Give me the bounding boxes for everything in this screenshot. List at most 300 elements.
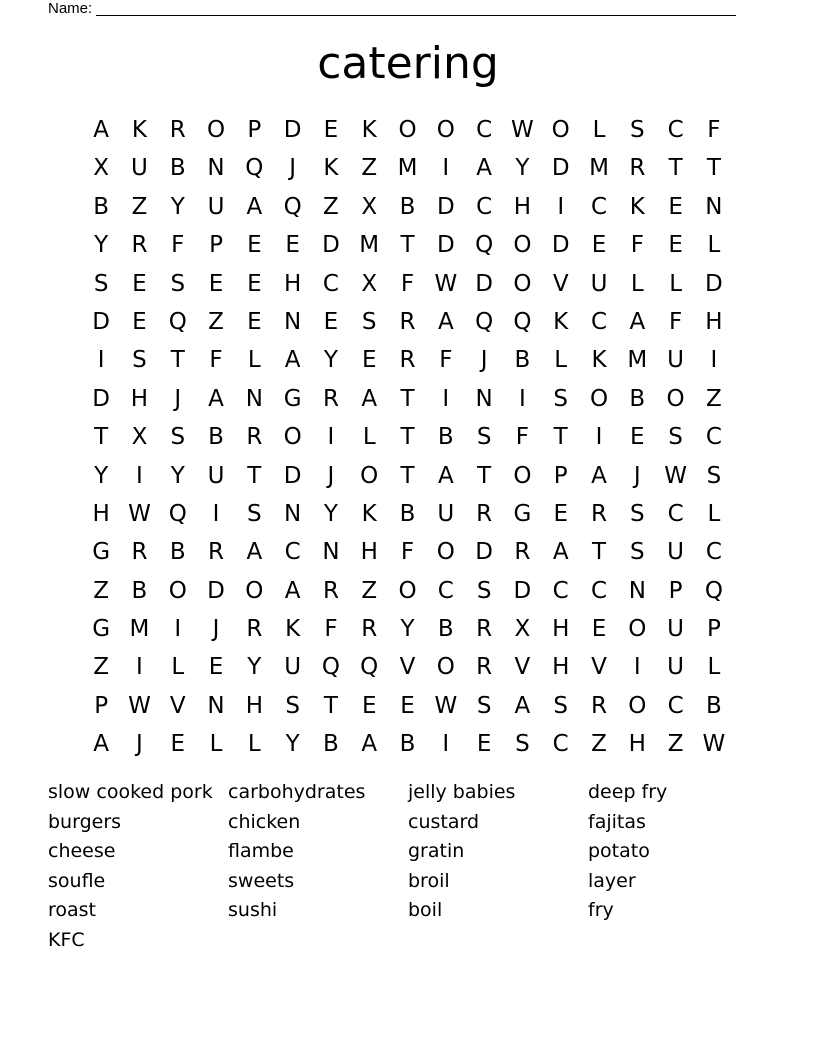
- grid-letter[interactable]: O: [398, 117, 417, 143]
- grid-letter[interactable]: H: [360, 539, 378, 566]
- grid-letter[interactable]: T: [400, 424, 415, 451]
- grid-letter[interactable]: T: [400, 385, 415, 412]
- grid-letter[interactable]: S: [170, 424, 186, 451]
- grid-letter[interactable]: S: [630, 539, 645, 566]
- grid-letter[interactable]: U: [667, 616, 685, 643]
- grid-letter[interactable]: F: [707, 117, 721, 143]
- grid-letter[interactable]: P: [553, 462, 568, 489]
- grid-letter[interactable]: O: [436, 117, 455, 143]
- grid-letter[interactable]: N: [322, 539, 340, 566]
- grid-letter[interactable]: T: [706, 155, 721, 182]
- grid-letter[interactable]: P: [668, 577, 683, 604]
- grid-letter[interactable]: L: [362, 424, 376, 451]
- grid-letter[interactable]: R: [399, 308, 416, 335]
- grid-letter[interactable]: N: [245, 385, 263, 412]
- grid-letter[interactable]: O: [436, 654, 455, 681]
- grid-letter[interactable]: U: [437, 500, 455, 527]
- grid-letter[interactable]: T: [94, 424, 109, 451]
- grid-letter[interactable]: E: [323, 308, 339, 335]
- grid-letter[interactable]: B: [629, 385, 646, 412]
- grid-letter[interactable]: E: [591, 616, 607, 643]
- grid-letter[interactable]: C: [552, 577, 569, 604]
- grid-letter[interactable]: T: [400, 232, 415, 259]
- grid-letter[interactable]: L: [209, 731, 223, 758]
- grid-letter[interactable]: I: [97, 347, 105, 374]
- grid-letter[interactable]: B: [169, 539, 186, 566]
- grid-letter[interactable]: L: [592, 117, 606, 143]
- grid-letter[interactable]: C: [705, 539, 722, 566]
- grid-letter[interactable]: W: [664, 462, 687, 489]
- grid-letter[interactable]: Z: [591, 731, 607, 758]
- grid-letter[interactable]: H: [628, 731, 646, 758]
- grid-letter[interactable]: R: [169, 117, 186, 143]
- grid-letter[interactable]: B: [93, 193, 110, 220]
- grid-letter[interactable]: O: [168, 577, 187, 604]
- grid-letter[interactable]: B: [706, 692, 722, 719]
- grid-letter[interactable]: O: [628, 616, 647, 643]
- grid-letter[interactable]: K: [323, 155, 339, 182]
- grid-letter[interactable]: M: [129, 616, 150, 643]
- grid-letter[interactable]: F: [400, 539, 415, 566]
- grid-letter[interactable]: A: [361, 731, 378, 758]
- grid-letter[interactable]: J: [327, 462, 335, 489]
- grid-letter[interactable]: D: [513, 577, 532, 604]
- grid-letter[interactable]: H: [513, 193, 532, 220]
- grid-letter[interactable]: E: [668, 232, 683, 259]
- grid-letter[interactable]: W: [434, 270, 458, 297]
- word-list-item: chicken: [228, 810, 301, 833]
- grid-letter[interactable]: Q: [513, 308, 532, 335]
- grid-letter[interactable]: R: [476, 616, 493, 643]
- grid-letter[interactable]: Y: [285, 731, 300, 758]
- grid-letter[interactable]: J: [174, 385, 182, 412]
- grid-letter[interactable]: T: [323, 692, 338, 719]
- grid-letter[interactable]: F: [439, 347, 453, 374]
- grid-letter[interactable]: U: [667, 539, 685, 566]
- grid-letter[interactable]: S: [668, 424, 683, 451]
- grid-letter[interactable]: G: [283, 385, 302, 412]
- grid-letter[interactable]: T: [668, 155, 683, 182]
- grid-letter[interactable]: N: [284, 308, 302, 335]
- grid-letter[interactable]: F: [400, 270, 415, 297]
- grid-letter[interactable]: R: [591, 692, 607, 719]
- grid-letter[interactable]: P: [247, 117, 262, 143]
- grid-letter[interactable]: S: [515, 731, 530, 758]
- grid-letter[interactable]: C: [667, 692, 684, 719]
- grid-letter[interactable]: B: [437, 616, 454, 643]
- grid-letter[interactable]: N: [705, 193, 723, 220]
- grid-letter[interactable]: A: [246, 539, 263, 566]
- grid-letter[interactable]: D: [436, 232, 455, 259]
- grid-letter[interactable]: A: [246, 193, 263, 220]
- grid-letter[interactable]: J: [136, 731, 143, 758]
- grid-letter[interactable]: Y: [247, 654, 262, 681]
- grid-letter[interactable]: B: [437, 424, 454, 451]
- grid-letter[interactable]: F: [171, 232, 185, 259]
- grid-letter[interactable]: V: [169, 692, 186, 719]
- grid-letter[interactable]: N: [207, 155, 225, 182]
- grid-letter[interactable]: V: [514, 654, 531, 681]
- grid-letter[interactable]: P: [706, 616, 721, 643]
- grid-letter[interactable]: T: [477, 462, 492, 489]
- grid-letter[interactable]: U: [207, 462, 225, 489]
- grid-letter[interactable]: X: [361, 193, 378, 220]
- grid-letter[interactable]: A: [437, 462, 454, 489]
- grid-letter[interactable]: U: [667, 654, 685, 681]
- grid-letter[interactable]: L: [707, 654, 721, 681]
- grid-letter[interactable]: F: [515, 424, 530, 451]
- grid-letter[interactable]: Z: [93, 654, 110, 681]
- grid-letter[interactable]: A: [208, 385, 224, 412]
- grid-letter[interactable]: Q: [704, 577, 723, 604]
- grid-letter[interactable]: O: [398, 577, 417, 604]
- grid-letter[interactable]: I: [633, 654, 641, 681]
- grid-letter[interactable]: R: [399, 347, 416, 374]
- grid-letter[interactable]: V: [552, 270, 569, 297]
- grid-letter[interactable]: K: [361, 117, 377, 143]
- grid-letter[interactable]: T: [247, 462, 262, 489]
- grid-letter[interactable]: O: [436, 539, 455, 566]
- grid-letter[interactable]: N: [628, 577, 646, 604]
- grid-letter[interactable]: A: [629, 308, 646, 335]
- grid-letter[interactable]: Z: [131, 193, 148, 220]
- grid-letter[interactable]: D: [283, 117, 302, 143]
- grid-letter[interactable]: E: [323, 117, 339, 143]
- grid-letter[interactable]: J: [289, 155, 297, 182]
- grid-letter[interactable]: X: [131, 424, 148, 451]
- grid-letter[interactable]: L: [669, 270, 683, 297]
- grid-letter[interactable]: K: [553, 308, 569, 335]
- grid-letter[interactable]: F: [209, 347, 223, 374]
- grid-letter[interactable]: W: [702, 731, 726, 758]
- grid-row: [82, 495, 733, 533]
- grid-letter[interactable]: F: [668, 308, 683, 335]
- grid-letter[interactable]: M: [397, 155, 418, 182]
- grid-letter[interactable]: B: [399, 500, 416, 527]
- grid-letter[interactable]: R: [131, 232, 148, 259]
- grid-letter[interactable]: D: [705, 270, 723, 297]
- grid-letter[interactable]: R: [476, 500, 493, 527]
- grid-letter[interactable]: Q: [475, 232, 494, 259]
- grid-letter[interactable]: S: [132, 347, 147, 374]
- grid-letter[interactable]: K: [629, 193, 645, 220]
- grid-letter[interactable]: O: [283, 424, 302, 451]
- grid-letter[interactable]: C: [667, 117, 684, 143]
- grid-letter[interactable]: L: [171, 654, 185, 681]
- grid-letter[interactable]: R: [322, 577, 339, 604]
- grid-letter[interactable]: H: [283, 270, 302, 297]
- grid-letter[interactable]: S: [706, 462, 722, 489]
- grid-letter[interactable]: G: [92, 539, 111, 566]
- grid-letter[interactable]: T: [170, 347, 185, 374]
- grid-letter[interactable]: E: [285, 232, 300, 259]
- grid-letter[interactable]: Z: [667, 731, 684, 758]
- grid-letter[interactable]: C: [590, 308, 608, 335]
- word-list-item: soufle: [48, 869, 106, 892]
- grid-letter[interactable]: B: [514, 347, 531, 374]
- grid-letter[interactable]: L: [630, 270, 644, 297]
- grid-letter[interactable]: I: [174, 616, 182, 643]
- grid-letter[interactable]: E: [668, 193, 683, 220]
- grid-letter[interactable]: T: [591, 539, 607, 566]
- grid-letter[interactable]: C: [590, 193, 608, 220]
- grid-letter[interactable]: I: [442, 385, 450, 412]
- grid-letter[interactable]: W: [128, 692, 151, 719]
- grid-letter[interactable]: E: [247, 308, 262, 335]
- grid-letter[interactable]: T: [400, 462, 415, 489]
- grid-letter[interactable]: E: [630, 424, 645, 451]
- grid-letter[interactable]: M: [589, 155, 609, 182]
- grid-letter[interactable]: Y: [515, 155, 530, 182]
- grid-letter[interactable]: E: [591, 232, 607, 259]
- grid-row: [82, 457, 733, 495]
- grid-letter[interactable]: A: [514, 692, 531, 719]
- grid-letter[interactable]: L: [247, 731, 261, 758]
- grid-letter[interactable]: H: [552, 654, 570, 681]
- grid-letter[interactable]: K: [285, 616, 301, 643]
- grid-letter[interactable]: X: [361, 270, 378, 297]
- grid-letter[interactable]: Y: [94, 232, 109, 259]
- grid-letter[interactable]: A: [476, 155, 492, 182]
- grid-letter[interactable]: D: [475, 539, 493, 566]
- grid-letter[interactable]: J: [480, 347, 488, 374]
- grid-letter[interactable]: L: [247, 347, 261, 374]
- grid-letter[interactable]: Y: [323, 347, 338, 374]
- grid-letter[interactable]: B: [169, 155, 186, 182]
- grid-letter[interactable]: R: [591, 500, 607, 527]
- grid-letter[interactable]: Q: [168, 500, 187, 527]
- grid-letter[interactable]: I: [136, 654, 143, 681]
- grid-letter[interactable]: Z: [706, 385, 722, 412]
- grid-letter[interactable]: J: [212, 616, 220, 643]
- grid-letter[interactable]: E: [553, 500, 568, 527]
- grid-letter[interactable]: R: [514, 539, 531, 566]
- grid-letter[interactable]: S: [170, 270, 186, 297]
- grid-letter[interactable]: S: [553, 385, 569, 412]
- grid-letter[interactable]: G: [92, 616, 111, 643]
- name-field: [48, 0, 736, 18]
- grid-letter[interactable]: A: [591, 462, 607, 489]
- grid-letter[interactable]: Q: [168, 308, 187, 335]
- grid-letter[interactable]: E: [132, 270, 147, 297]
- grid-letter[interactable]: E: [208, 654, 224, 681]
- grid-letter[interactable]: E: [476, 731, 492, 758]
- grid-letter[interactable]: V: [591, 654, 607, 681]
- grid-letter[interactable]: B: [131, 577, 148, 604]
- grid-letter[interactable]: D: [551, 155, 570, 182]
- grid-letter[interactable]: C: [590, 577, 608, 604]
- name-label: Name:: [48, 0, 93, 17]
- grid-letter[interactable]: I: [442, 731, 450, 758]
- grid-letter[interactable]: R: [246, 616, 263, 643]
- grid-letter[interactable]: H: [552, 616, 570, 643]
- grid-letter[interactable]: Y: [400, 616, 415, 643]
- grid-letter[interactable]: A: [93, 731, 110, 758]
- grid-letter[interactable]: Y: [94, 462, 109, 489]
- grid-letter[interactable]: A: [361, 385, 378, 412]
- grid-letter[interactable]: I: [442, 155, 450, 182]
- word-list-item: potato: [588, 840, 650, 863]
- grid-letter[interactable]: O: [513, 232, 532, 259]
- grid-letter[interactable]: U: [590, 270, 608, 297]
- grid-letter[interactable]: Z: [93, 577, 110, 604]
- grid-letter[interactable]: V: [399, 654, 416, 681]
- grid-letter[interactable]: I: [212, 500, 220, 527]
- grid-letter[interactable]: C: [552, 731, 569, 758]
- grid-letter[interactable]: D: [92, 308, 110, 335]
- grid-letter[interactable]: Y: [170, 462, 185, 489]
- grid-letter[interactable]: R: [131, 539, 148, 566]
- grid-letter[interactable]: S: [476, 577, 492, 604]
- grid-letter[interactable]: K: [131, 117, 147, 143]
- grid-letter[interactable]: O: [513, 462, 532, 489]
- grid-letter[interactable]: O: [513, 270, 532, 297]
- grid-letter[interactable]: B: [399, 193, 416, 220]
- grid-letter[interactable]: D: [436, 193, 455, 220]
- grid-letter[interactable]: X: [514, 616, 531, 643]
- grid-letter[interactable]: E: [361, 347, 377, 374]
- grid-letter[interactable]: I: [136, 462, 143, 489]
- grid-letter[interactable]: C: [437, 577, 454, 604]
- grid-letter[interactable]: O: [628, 692, 647, 719]
- page-title: catering: [317, 38, 499, 89]
- grid-letter[interactable]: M: [359, 232, 380, 259]
- grid-letter[interactable]: N: [475, 385, 493, 412]
- grid-letter[interactable]: D: [551, 232, 570, 259]
- grid-letter[interactable]: R: [322, 385, 339, 412]
- grid-letter[interactable]: P: [209, 232, 223, 259]
- grid-letter[interactable]: T: [553, 424, 568, 451]
- grid-letter[interactable]: L: [707, 500, 721, 527]
- grid-letter[interactable]: D: [283, 462, 302, 489]
- grid-letter[interactable]: W: [434, 692, 458, 719]
- grid-letter[interactable]: R: [476, 654, 493, 681]
- grid-letter[interactable]: E: [400, 692, 415, 719]
- name-underline[interactable]: [96, 15, 736, 16]
- grid-letter[interactable]: G: [513, 500, 532, 527]
- grid-letter[interactable]: L: [707, 232, 721, 259]
- grid-letter[interactable]: P: [94, 692, 109, 719]
- grid-letter[interactable]: E: [132, 308, 147, 335]
- grid-letter[interactable]: M: [627, 347, 648, 374]
- grid-letter[interactable]: D: [322, 232, 340, 259]
- grid-letter[interactable]: R: [361, 616, 378, 643]
- grid-letter[interactable]: D: [475, 270, 493, 297]
- grid-letter[interactable]: A: [284, 577, 301, 604]
- grid-letter[interactable]: Q: [245, 155, 264, 182]
- grid-letter[interactable]: R: [629, 155, 646, 182]
- grid-letter[interactable]: C: [476, 117, 493, 143]
- grid-letter[interactable]: Q: [283, 193, 302, 220]
- grid-letter[interactable]: R: [246, 424, 263, 451]
- grid-letter[interactable]: Z: [323, 193, 339, 220]
- grid-letter[interactable]: Y: [323, 500, 338, 527]
- grid-letter[interactable]: D: [207, 577, 225, 604]
- grid-letter[interactable]: C: [322, 270, 339, 297]
- grid-letter[interactable]: S: [476, 424, 492, 451]
- grid-letter[interactable]: C: [705, 424, 722, 451]
- grid-letter[interactable]: D: [92, 385, 110, 412]
- grid-letter[interactable]: C: [476, 193, 493, 220]
- grid-letter[interactable]: Q: [360, 654, 379, 681]
- grid-letter[interactable]: Z: [361, 577, 378, 604]
- grid-letter[interactable]: K: [361, 500, 377, 527]
- grid-letter[interactable]: S: [553, 692, 569, 719]
- grid-letter[interactable]: E: [247, 232, 262, 259]
- grid-letter[interactable]: O: [360, 462, 379, 489]
- grid-letter[interactable]: E: [208, 270, 224, 297]
- grid-letter[interactable]: S: [476, 692, 492, 719]
- grid-letter[interactable]: A: [284, 347, 301, 374]
- grid-letter[interactable]: W: [511, 117, 534, 143]
- grid-letter[interactable]: A: [437, 308, 454, 335]
- grid-letter[interactable]: B: [323, 731, 339, 758]
- grid-letter[interactable]: C: [667, 500, 684, 527]
- grid-letter[interactable]: U: [667, 347, 685, 374]
- grid-letter[interactable]: U: [284, 654, 302, 681]
- grid-letter[interactable]: Q: [475, 308, 494, 335]
- grid-letter[interactable]: I: [710, 347, 718, 374]
- grid-letter[interactable]: E: [247, 270, 262, 297]
- grid-letter[interactable]: Z: [208, 308, 224, 335]
- grid-letter[interactable]: S: [247, 500, 262, 527]
- grid-letter[interactable]: H: [705, 308, 723, 335]
- grid-letter[interactable]: H: [245, 692, 263, 719]
- grid-letter[interactable]: Q: [321, 654, 340, 681]
- grid-letter[interactable]: X: [93, 155, 110, 182]
- grid-row: [82, 188, 733, 226]
- grid-letter[interactable]: I: [557, 193, 565, 220]
- grid-letter[interactable]: H: [92, 500, 110, 527]
- word-list-item: boil: [408, 899, 443, 922]
- grid-letter[interactable]: I: [327, 424, 335, 451]
- grid-letter[interactable]: I: [595, 424, 603, 451]
- grid-letter[interactable]: S: [93, 270, 109, 297]
- grid-letter[interactable]: U: [207, 193, 225, 220]
- grid-letter[interactable]: Z: [361, 155, 378, 182]
- grid-letter[interactable]: A: [93, 117, 110, 143]
- grid-letter[interactable]: B: [399, 731, 416, 758]
- grid-letter[interactable]: E: [170, 731, 186, 758]
- grid-letter[interactable]: S: [285, 692, 300, 719]
- grid-letter[interactable]: O: [666, 385, 685, 412]
- grid-letter[interactable]: F: [324, 616, 338, 643]
- grid-letter[interactable]: N: [284, 500, 302, 527]
- grid-letter[interactable]: J: [633, 462, 641, 489]
- grid-letter[interactable]: O: [551, 117, 570, 143]
- grid-letter[interactable]: E: [361, 692, 377, 719]
- grid-letter[interactable]: S: [630, 500, 645, 527]
- grid-letter[interactable]: H: [130, 385, 149, 412]
- grid-letter[interactable]: O: [206, 117, 226, 143]
- grid-letter[interactable]: B: [208, 424, 224, 451]
- grid-letter[interactable]: Y: [170, 193, 185, 220]
- grid-letter[interactable]: O: [245, 577, 264, 604]
- grid-letter[interactable]: N: [207, 692, 225, 719]
- grid-letter[interactable]: K: [591, 347, 607, 374]
- grid-letter[interactable]: C: [284, 539, 301, 566]
- grid-letter[interactable]: A: [552, 539, 569, 566]
- grid-letter[interactable]: O: [589, 385, 609, 412]
- grid-letter[interactable]: F: [630, 232, 644, 259]
- grid-letter[interactable]: S: [361, 308, 377, 335]
- grid-letter[interactable]: L: [554, 347, 568, 374]
- grid-letter[interactable]: I: [519, 385, 526, 412]
- grid-letter[interactable]: S: [630, 117, 645, 143]
- grid-letter[interactable]: R: [208, 539, 225, 566]
- grid-letter[interactable]: W: [128, 500, 151, 527]
- grid-letter[interactable]: U: [131, 155, 148, 182]
